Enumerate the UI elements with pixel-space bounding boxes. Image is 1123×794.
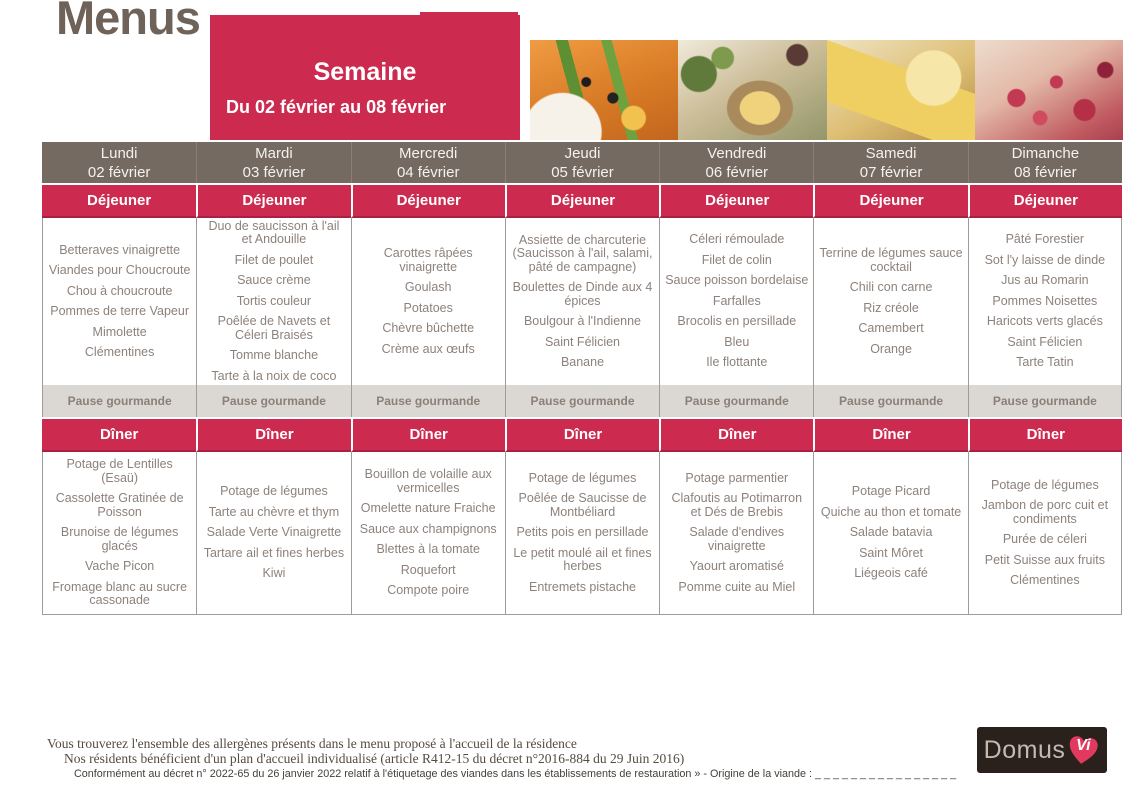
snack-cell: Pause gourmande — [968, 385, 1122, 417]
menu-item: Chili con carne — [849, 280, 933, 294]
lunch-band: Déjeuner — [42, 185, 196, 218]
lunch-band: Déjeuner — [659, 185, 813, 218]
dinner-band: Dîner — [505, 419, 659, 452]
cherry-clafoutis-photo — [975, 40, 1123, 140]
menu-item: Brunoise de légumes glacés — [60, 525, 179, 553]
snack-cell: Pause gourmande — [813, 385, 967, 417]
dinner-band: Dîner — [196, 419, 350, 452]
menu-item: Entremets pistache — [528, 579, 636, 594]
menu-item: Tarte au chèvre et thym — [208, 504, 340, 519]
dinner-cell — [42, 452, 196, 615]
snack-cell: Pause gourmande — [42, 385, 196, 417]
lunch-band: Déjeuner — [196, 185, 350, 218]
menu-item: Crème aux œufs — [381, 341, 475, 356]
menu-item: Petits pois en persillade — [516, 525, 649, 540]
menu-item: Bleu — [724, 334, 750, 349]
menu-item: Salade d'endives vinaigrette — [689, 525, 785, 553]
menu-item: Saint Félicien — [1007, 334, 1083, 349]
menu-item: Potage de légumes — [990, 477, 1099, 492]
day-name: Dimanche — [1011, 145, 1080, 162]
dinner-cell — [968, 452, 1122, 615]
dinner-band: Dîner — [659, 419, 813, 452]
menu-item: Potage Picard — [851, 484, 931, 499]
dinner-band: Dîner — [968, 419, 1122, 452]
lunch-band: Déjeuner — [813, 185, 967, 218]
snack-cell: Pause gourmande — [351, 385, 505, 417]
day-column — [505, 142, 659, 615]
menu-item: Blettes à la tomate — [376, 542, 480, 557]
day-header — [196, 142, 350, 183]
menu-item: Poêlée de Saucisse de Montbéliard — [518, 491, 647, 519]
menu-item: Terrine de légumes sauce cocktail — [819, 246, 963, 274]
menu-item: Carottes râpées vinaigrette — [383, 246, 473, 274]
menu-item: Pommes Noisettes — [992, 293, 1098, 308]
appetizer-verrine-photo — [530, 40, 678, 140]
menu-item: Boulettes de Dinde aux 4 épices — [512, 280, 653, 308]
menu-item: Potatoes — [403, 300, 453, 315]
menu-item: Sauce aux champignons — [359, 521, 497, 536]
day-date: 02 février — [87, 164, 151, 181]
menu-item: Potage de Lentilles (Esaü) — [66, 457, 173, 485]
menu-item: Jus au Romarin — [1001, 273, 1089, 288]
menu-item: Saint Môret — [859, 545, 924, 560]
menu-item: Potage de légumes — [220, 484, 328, 499]
day-name: Mardi — [255, 145, 293, 162]
footer-allergens-note: Vous trouverez l'ensemble des allergènes présents dans le menu proposé à l'accueil de la résidence — [47, 736, 577, 751]
menu-item: Jambon de porc cuit et condiments — [981, 498, 1109, 526]
day-column — [351, 142, 505, 615]
day-header — [968, 142, 1122, 183]
menu-item: Liégeois café — [854, 566, 928, 581]
menu-item: Poêlée de Navets et Céleri Braisés — [217, 314, 331, 342]
day-column — [813, 142, 967, 615]
menu-item: Pommes de terre Vapeur — [50, 304, 189, 318]
menu-item: Vache Picon — [85, 559, 155, 574]
menu-item: Omelette nature Fraiche — [360, 501, 496, 516]
snack-cell: Pause gourmande — [659, 385, 813, 417]
dinner-cell — [351, 452, 505, 615]
menu-item: Filet de colin — [701, 252, 772, 267]
day-header — [42, 142, 196, 183]
dinner-cell — [196, 452, 350, 615]
dinner-band: Dîner — [813, 419, 967, 452]
menu-item: Le petit moulé ail et fines herbes — [513, 545, 652, 574]
day-header — [351, 142, 505, 183]
menu-item: Goulash — [404, 280, 452, 294]
domusvi-logo — [977, 727, 1107, 773]
page-title: Menus — [56, 0, 200, 44]
dinner-cell — [505, 452, 659, 615]
week-banner-tab — [420, 12, 518, 16]
logo-brand-text: Domus — [983, 735, 1066, 764]
lunch-cell — [968, 218, 1122, 385]
menu-item: Pomme cuite au Miel — [678, 579, 796, 594]
lunch-cell — [196, 218, 350, 385]
menu-item: Potage parmentier — [685, 470, 789, 485]
week-banner — [210, 15, 520, 140]
menu-item: Sot l'y laisse de dinde — [984, 252, 1106, 267]
menu-item: Saint Félicien — [544, 334, 621, 349]
cheese-board-photo — [827, 40, 975, 140]
menu-item: Kiwi — [262, 566, 286, 581]
menu-item: Ile flottante — [706, 355, 768, 370]
menu-item: Assiette de charcuterie (Saucisson à l'ail, salami, pâté de campagne) — [512, 232, 653, 274]
day-name: Lundi — [100, 145, 138, 162]
footer-meat-origin-note: Conformément au décret n° 2022-65 du 26 janvier 2022 relatif à l'étiquetage des viandes dans les établissements de restauration » - Origine de la viande : _ _ _ _ _ _ _ _ _ _ _ _ _ _ _ _ — [74, 768, 957, 780]
day-name: Jeudi — [564, 145, 601, 162]
photo-strip — [530, 40, 1123, 140]
day-name: Vendredi — [707, 145, 767, 162]
menu-item: Petit Suisse aux fruits — [984, 552, 1105, 567]
menu-item: Farfalles — [712, 293, 761, 308]
menu-item: Fromage blanc au sucre cassonade — [52, 579, 188, 608]
menu-item: Camembert — [858, 321, 924, 335]
day-date: 04 février — [396, 164, 460, 181]
menu-item: Orange — [870, 341, 912, 356]
menu-item: Sauce poisson bordelaise — [665, 273, 809, 288]
day-name: Samedi — [865, 145, 917, 162]
lunch-cell — [659, 218, 813, 385]
menu-item: Tarte à la noix de coco — [211, 368, 337, 383]
menu-item: Tomme blanche — [229, 348, 319, 363]
day-column — [42, 142, 196, 615]
menu-item: Salade batavia — [849, 525, 933, 540]
menu-item: Clémentines — [84, 345, 155, 359]
menu-item: Salade Verte Vinaigrette — [206, 525, 342, 540]
menu-item: Tartare ail et fines herbes — [203, 545, 345, 560]
pasta-dish-photo — [678, 40, 826, 140]
day-column — [968, 142, 1122, 615]
day-date: 03 février — [242, 164, 306, 181]
menu-item: Cassolette Gratinée de Poisson — [55, 491, 184, 519]
menu-item: Bouillon de volaille aux vermicelles — [364, 467, 492, 495]
logo-accent-text: Vi — [1076, 737, 1091, 754]
menu-item: Boulgour à l'Indienne — [523, 314, 642, 328]
dinner-band: Dîner — [42, 419, 196, 452]
menu-item: Viandes pour Choucroute — [48, 263, 191, 277]
menu-item: Pâté Forestier — [1005, 232, 1085, 247]
menu-item: Brocolis en persillade — [677, 314, 797, 329]
day-header — [505, 142, 659, 183]
menu-table — [42, 142, 1122, 615]
menu-item: Clémentines — [1010, 573, 1080, 587]
menu-item: Haricots verts glacés — [986, 314, 1103, 329]
lunch-cell — [505, 218, 659, 385]
menu-item: Filet de poulet — [234, 252, 314, 267]
day-date: 06 février — [705, 164, 769, 181]
day-date: 08 février — [1014, 164, 1077, 181]
menu-item: Purée de céleri — [1002, 532, 1087, 546]
snack-cell: Pause gourmande — [505, 385, 659, 417]
dinner-cell — [659, 452, 813, 615]
menu-item: Duo de saucisson à l'ail et Andouille — [208, 218, 340, 247]
menu-item: Sauce crème — [237, 273, 311, 288]
menu-item: Roquefort — [400, 562, 456, 577]
heart-icon — [1066, 733, 1100, 767]
week-date-range: Du 02 février au 08 février — [226, 97, 447, 117]
menu-item: Clafoutis au Potimarron et Dés de Brebis — [671, 491, 803, 519]
day-column — [196, 142, 350, 615]
menu-item: Céleri rémoulade — [689, 232, 785, 247]
snack-cell: Pause gourmande — [196, 385, 350, 417]
menu-item: Tarte Tatin — [1016, 355, 1074, 370]
day-column — [659, 142, 813, 615]
menu-item: Betteraves vinaigrette — [59, 242, 181, 257]
day-date: 05 février — [551, 164, 614, 181]
dinner-band: Dîner — [351, 419, 505, 452]
lunch-band: Déjeuner — [351, 185, 505, 218]
lunch-band: Déjeuner — [505, 185, 659, 218]
menu-item: Banane — [560, 355, 605, 369]
menu-item: Compote poire — [387, 583, 470, 598]
lunch-cell — [351, 218, 505, 385]
lunch-cell — [813, 218, 967, 385]
menu-item: Potage de légumes — [528, 470, 637, 485]
menu-item: Yaourt aromatisé — [689, 559, 784, 574]
lunch-cell — [42, 218, 196, 385]
day-header — [813, 142, 967, 183]
day-date: 07 février — [859, 164, 923, 181]
lunch-band: Déjeuner — [968, 185, 1122, 218]
menu-item: Riz créole — [863, 300, 919, 315]
dinner-cell — [813, 452, 967, 615]
menu-item: Quiche au thon et tomate — [820, 504, 962, 519]
menu-item: Tortis couleur — [236, 293, 312, 308]
footer-residents-note: Nos résidents bénéficient d'un plan d'accueil individualisé (article R412-15 du décret n°2016-884 du 29 Juin 2016) — [64, 751, 685, 766]
menu-item: Mimolette — [92, 324, 147, 339]
day-name: Mercredi — [399, 145, 458, 162]
day-header — [659, 142, 813, 183]
menu-item: Chou à choucroute — [66, 283, 173, 298]
week-title: Semaine — [313, 58, 417, 86]
menu-item: Chèvre bûchette — [382, 321, 475, 335]
